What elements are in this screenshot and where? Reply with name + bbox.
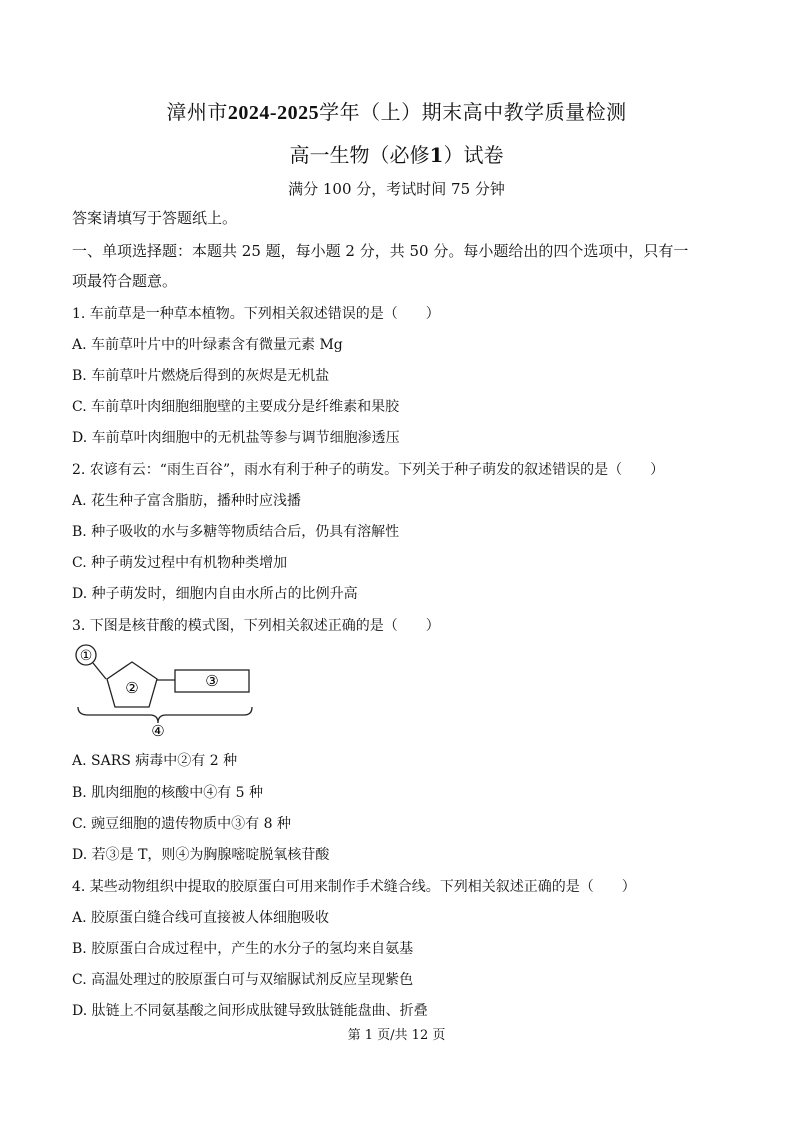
question-3-option-d: D. 若③是 T，则④为胸腺嘧啶脱氧核苷酸: [72, 847, 330, 863]
title-suffix: 学年（上）期末高中教学质量检测: [319, 100, 627, 124]
section-heading-line2: 项最符合题意。: [72, 272, 178, 290]
question-2-option-a: A. 花生种子富含脂肪，播种时应浅播: [72, 493, 302, 509]
sugar-label: ②: [125, 679, 139, 697]
question-4-option-a: A. 胶原蛋白缝合线可直接被人体细胞吸收: [72, 910, 330, 926]
question-1-option-d: D. 车前草叶肉细胞中的无机盐等参与调节细胞渗透压: [72, 430, 400, 446]
question-2-stem: 2. 农谚有云：“雨生百谷”，雨水有利于种子的萌发。下列关于种子萌发的叙述错误的是（ ）: [72, 462, 665, 478]
question-3-stem: 3. 下图是核苷酸的模式图，下列相关叙述正确的是（ ）: [72, 618, 440, 634]
phosphate-label: ①: [79, 648, 93, 664]
phosphate-bond: [93, 663, 106, 679]
base-label: ③: [205, 672, 219, 690]
subtitle-end: ）试卷: [443, 143, 504, 167]
title-city: 漳州市: [166, 100, 228, 124]
question-3-option-a: A. SARS 病毒中②有 2 种: [72, 753, 238, 769]
question-2-option-d: D. 种子萌发时，细胞内自由水所占的比例升高: [72, 586, 358, 602]
title-year: 2024-2025: [227, 102, 320, 124]
question-4-option-d: D. 肽链上不同氨基酸之间形成肽键导致肽链能盘曲、折叠: [72, 1003, 428, 1019]
brace: [78, 707, 252, 723]
question-2-option-b: B. 种子吸收的水与多糖等物质结合后，仍具有溶解性: [72, 524, 400, 540]
question-4-option-c: C. 高温处理过的胶原蛋白可与双缩脲试剂反应呈现紫色: [72, 972, 414, 988]
question-4-option-b: B. 胶原蛋白合成过程中，产生的水分子的氢均来自氨基: [72, 941, 414, 957]
question-1-option-c: C. 车前草叶肉细胞细胞壁的主要成分是纤维素和果胶: [72, 399, 400, 415]
question-1-option-b: B. 车前草叶片燃烧后得到的灰烬是无机盐: [72, 368, 330, 384]
section-heading-line1: 一、单项选择题：本题共 25 题，每小题 2 分，共 50 分。每小题给出的四个选项中，只有一: [72, 242, 689, 260]
instructions: 答案请填写于答题纸上。: [72, 209, 238, 227]
question-2-option-c: C. 种子萌发过程中有机物种类增加: [72, 555, 288, 571]
question-4-stem: 4. 某些动物组织中提取的胶原蛋白可用来制作手术缝合线。下列相关叙述正确的是（ ）: [72, 879, 636, 895]
nucleotide-diagram: [72, 643, 262, 739]
question-1-stem: 1. 车前草是一种草本植物。下列相关叙述错误的是（ ）: [72, 306, 440, 322]
subtitle-main: 高一生物（必修: [289, 143, 430, 167]
question-1-option-a: A. 车前草叶片中的叶绿素含有微量元素 Mg: [72, 337, 343, 353]
exam-info: 满分 100 分，考试时间 75 分钟: [288, 180, 505, 198]
exam-subtitle: [0, 139, 793, 168]
subtitle-num: 1: [429, 143, 444, 167]
page-footer: 第 1 页/共 12 页: [347, 1028, 446, 1043]
whole-label: ④: [151, 722, 165, 739]
exam-title: [0, 96, 793, 125]
question-3-option-b: B. 肌肉细胞的核酸中④有 5 种: [72, 785, 263, 801]
question-3-option-c: C. 豌豆细胞的遗传物质中③有 8 种: [72, 816, 291, 832]
